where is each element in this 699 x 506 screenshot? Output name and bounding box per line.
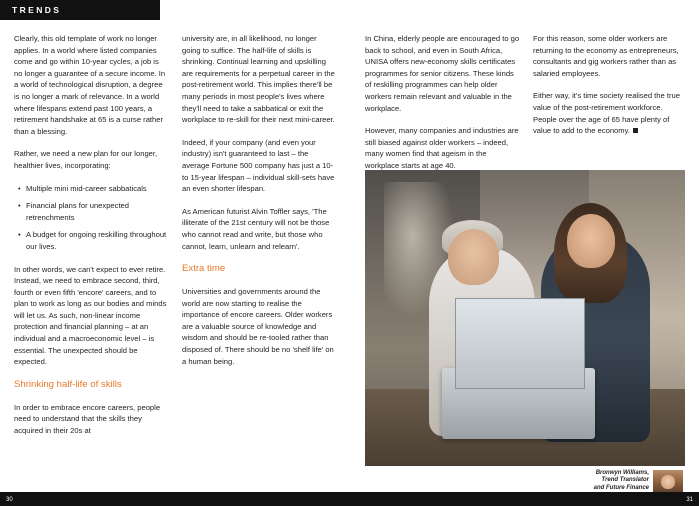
paragraph: Rather, we need a new plan for our longer, healthier lives, incorporating: xyxy=(14,149,158,170)
photo-laptop-screen xyxy=(455,298,585,389)
column-one xyxy=(14,33,169,448)
photo-person-older-head xyxy=(448,229,499,285)
photo-person-younger-head xyxy=(567,214,615,267)
column-two xyxy=(182,33,337,378)
paragraph: Clearly, this old template of work no longer applies. In a world where listed companies come and go within 10-year cycles, a job is no longer a guarantee of a secure income. In a world of technological disruption, a degree is no longer a mark of relevance. In a world where lifespans extend past 100 years, a retirement handshake at 65 is a curse rather than a blessing. xyxy=(14,34,166,136)
paragraph: For this reason, some older workers are returning to the economy as entrepreneurs, consultants and gig workers rather than as salaried employees. xyxy=(533,34,679,78)
list-item: • Multiple mini mid-career sabbaticals xyxy=(26,183,169,195)
subheading-extra-time: Extra time xyxy=(182,263,226,275)
paragraph: Universities and governments around the world are now starting to realise the importance of encore careers. Older workers are a valuable source of knowledge and wisdom and should be re-tooled rather than disposed of. There should be no 'shelf life' on a human being. xyxy=(182,287,334,366)
list-item: • A budget for ongoing reskilling throughout our lives. xyxy=(26,229,169,252)
paragraph-text: Either way, it's time society realised the true value of the post-retirement workforce. People over the age of 65 have plenty of value to add to the economy. xyxy=(533,91,680,136)
paragraph: university are, in all likelihood, no longer going to suffice. The half-life of skills is shrinking. Continual learning and upskilling are requirements for a perpetual career in the post-retirement world. This implies there'll be many periods in most people's lives where they'll need to take a sabbatical or exit the workplace to re-skill for their next mini-career. xyxy=(182,34,335,125)
page-number-right: 31 xyxy=(686,497,693,503)
bullet-list xyxy=(14,183,169,253)
column-four xyxy=(533,33,685,148)
author-name: Bronwyn Williams, xyxy=(595,469,649,476)
paragraph: In China, elderly people are encouraged to go back to school, and even in South Africa, UNISA offers new-economy skills certificates programmes for senior citizens. These kinds of reskilling programmes can help older workers remain relevant and valuable in the workplace. xyxy=(365,34,520,113)
end-of-article-mark xyxy=(633,128,638,133)
section-title: TRENDS xyxy=(12,5,62,15)
author-role-line-1: Trend Translator xyxy=(601,477,649,484)
footer-bar xyxy=(0,492,699,506)
paragraph: As American futurist Alvin Toffler says, 'The illiterate of the 21st century will not be those who cannot read and write, but those who cannot, learn, unlearn and relearn'. xyxy=(182,206,330,251)
paragraph: However, many companies and industries are still biased against older workers – indeed, many women find that ageism in the workplace starts at age 40. xyxy=(365,126,519,170)
page-number-left: 30 xyxy=(6,497,13,503)
article-photo xyxy=(365,170,685,466)
paragraph: In order to embrace encore careers, people need to understand that the skills they acquired in their 20s at xyxy=(14,402,161,436)
subheading-shrinking-half-life: Shrinking half-life of skills xyxy=(14,378,122,390)
paragraph: In other words, we can't expect to ever retire. Instead, we need to embrace second, third, fourth or even fifth 'encore' careers, and to plan to work as long as our bodies and minds will let us. As such, non-linear income protection and financial planning – at an individual and a macroeconomic level – is essential. The unexpected should be expected. xyxy=(14,264,167,367)
list-item: • Financial plans for unexpected retrenchments xyxy=(26,200,169,223)
paragraph xyxy=(533,90,685,136)
paragraph: Indeed, if your company (and even your industry) isn't guaranteed to last – the average Fortune 500 company has just a 10- to 15-year lifespan – individual skill-sets have an even shorter lifespan. xyxy=(182,137,335,194)
photo-scene xyxy=(365,170,685,466)
author-role-line-2: and Future Finance xyxy=(593,485,649,491)
column-three xyxy=(365,33,520,183)
